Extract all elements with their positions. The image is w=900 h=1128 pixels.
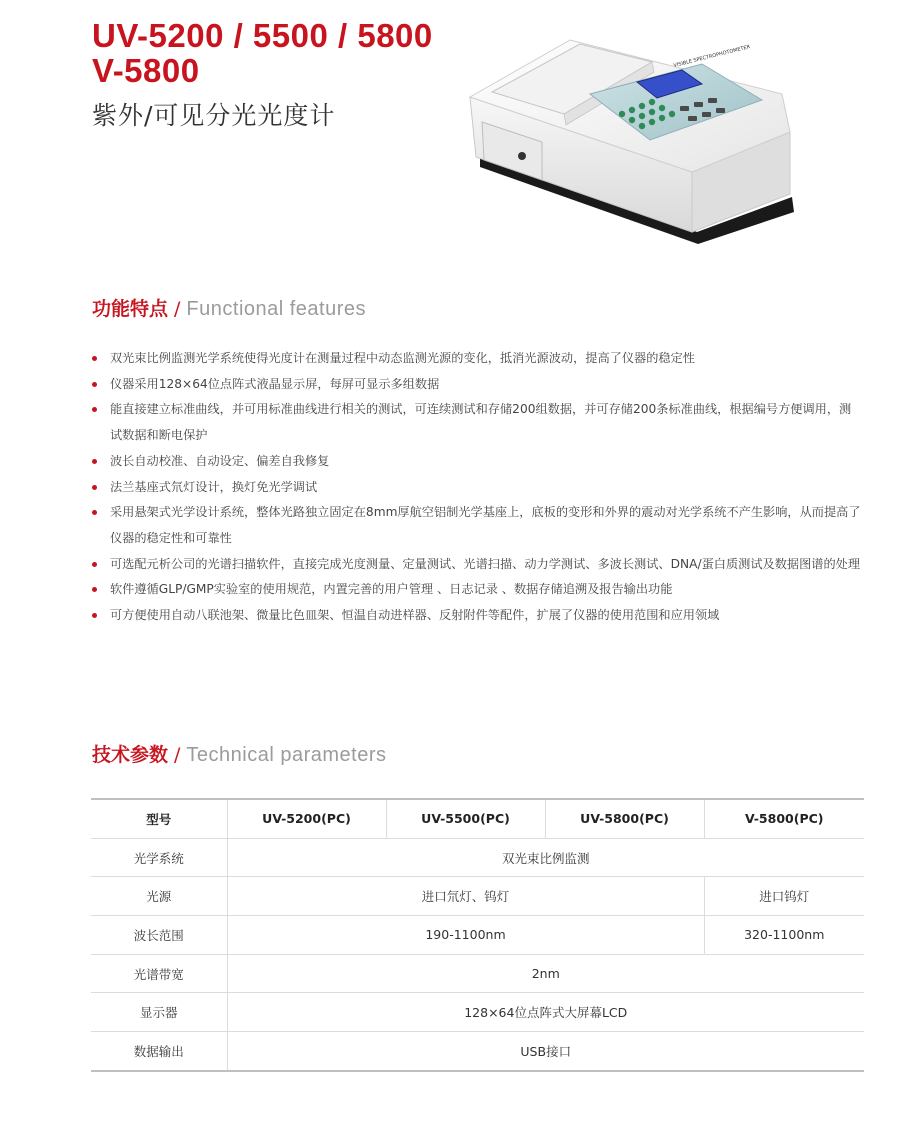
feature-item: 法兰基座式氘灯设计，换灯免光学调试 bbox=[92, 475, 862, 501]
row-label-display: 显示器 bbox=[91, 993, 227, 1032]
table-row bbox=[91, 1032, 864, 1071]
bullet-icon bbox=[92, 459, 97, 464]
row-label-range: 波长范围 bbox=[91, 916, 227, 955]
model-line-1: UV-5200 / 5500 / 5800 bbox=[92, 17, 433, 54]
row-label-output: 数据输出 bbox=[91, 1032, 227, 1071]
cell-bandwidth: 2nm bbox=[227, 954, 864, 993]
row-label-source: 光源 bbox=[91, 877, 227, 916]
cell-source-v: 进口钨灯 bbox=[704, 877, 864, 916]
row-label-bandwidth: 光谱带宽 bbox=[91, 954, 227, 993]
cell-optical: 双光束比例监测 bbox=[227, 838, 864, 877]
bullet-icon bbox=[92, 382, 97, 387]
header-cell-uv5200: UV-5200(PC) bbox=[227, 799, 386, 838]
features-heading-en: Functional features bbox=[186, 298, 367, 320]
table-row bbox=[91, 916, 864, 955]
feature-item: 可选配元析公司的光谱扫描软件，直接完成光度测量、定量测试、光谱扫描、动力学测试、多波长测试、DNA/蛋白质测试及数据图谱的处理 bbox=[92, 552, 862, 578]
table-row bbox=[91, 838, 864, 877]
header-cell-v5800: V-5800(PC) bbox=[704, 799, 864, 838]
feature-item: 采用悬架式光学设计系统，整体光路独立固定在8mm厚航空铝制光学基座上，底板的变形和外界的震动对光学系统不产生影响，从而提高了仪器的稳定性和可靠性 bbox=[92, 500, 862, 551]
cell-source-uv: 进口氘灯、钨灯 bbox=[227, 877, 704, 916]
bullet-icon bbox=[92, 613, 97, 618]
cell-display: 128×64位点阵式大屏幕LCD bbox=[227, 993, 864, 1032]
cell-output: USB接口 bbox=[227, 1032, 864, 1071]
params-heading-en: Technical parameters bbox=[186, 744, 387, 766]
params-table bbox=[91, 798, 864, 1072]
bullet-icon bbox=[92, 510, 97, 515]
feature-item: 软件遵循GLP/GMP实验室的使用规范，内置完善的用户管理 、日志记录 、数据存储追溯及报告输出功能 bbox=[92, 577, 862, 603]
table-header-row bbox=[91, 799, 864, 838]
bullet-icon bbox=[92, 407, 97, 412]
spectrophotometer-image bbox=[462, 22, 812, 247]
bullet-icon bbox=[92, 587, 97, 592]
device-panel-label: VISIBLE SPECTROPHOTOMETER bbox=[673, 44, 751, 69]
header-cell-uv5800: UV-5800(PC) bbox=[545, 799, 704, 838]
bullet-icon bbox=[92, 356, 97, 361]
feature-item: 仪器采用128×64位点阵式液晶显示屏，每屏可显示多组数据 bbox=[92, 372, 862, 398]
table-row bbox=[91, 877, 864, 916]
table-row bbox=[91, 954, 864, 993]
features-heading: 功能特点 / Functional features bbox=[92, 298, 367, 320]
header-cell-model: 型号 bbox=[91, 799, 227, 838]
product-model-title bbox=[92, 18, 433, 88]
table-row bbox=[91, 993, 864, 1032]
feature-item: 双光束比例监测光学系统使得光度计在测量过程中动态监测光源的变化，抵消光源波动，提高了仪器的稳定性 bbox=[92, 346, 862, 372]
feature-item: 能直接建立标准曲线，并可用标准曲线进行相关的测试，可连续测试和存储200组数据，并可存储200条标准曲线，根据编号方便调用，测试数据和断电保护 bbox=[92, 397, 862, 448]
header-cell-uv5500: UV-5500(PC) bbox=[386, 799, 545, 838]
cell-range-uv: 190-1100nm bbox=[227, 916, 704, 955]
product-subtitle: 紫外/可见分光光度计 bbox=[92, 101, 336, 130]
features-heading-zh: 功能特点 bbox=[92, 298, 169, 320]
params-heading-zh: 技术参数 bbox=[92, 744, 169, 766]
feature-item: 波长自动校准、自动设定、偏差自我修复 bbox=[92, 449, 862, 475]
bullet-icon bbox=[92, 562, 97, 567]
bullet-icon bbox=[92, 485, 97, 490]
model-line-2: V-5800 bbox=[92, 52, 200, 89]
features-list bbox=[92, 346, 862, 629]
feature-item: 可方便使用自动八联池架、微量比色皿架、恒温自动进样器、反射附件等配件，扩展了仪器的使用范围和应用领域 bbox=[92, 603, 862, 629]
row-label-optical: 光学系统 bbox=[91, 838, 227, 877]
params-heading: 技术参数 / Technical parameters bbox=[92, 744, 387, 766]
cell-range-v: 320-1100nm bbox=[704, 916, 864, 955]
